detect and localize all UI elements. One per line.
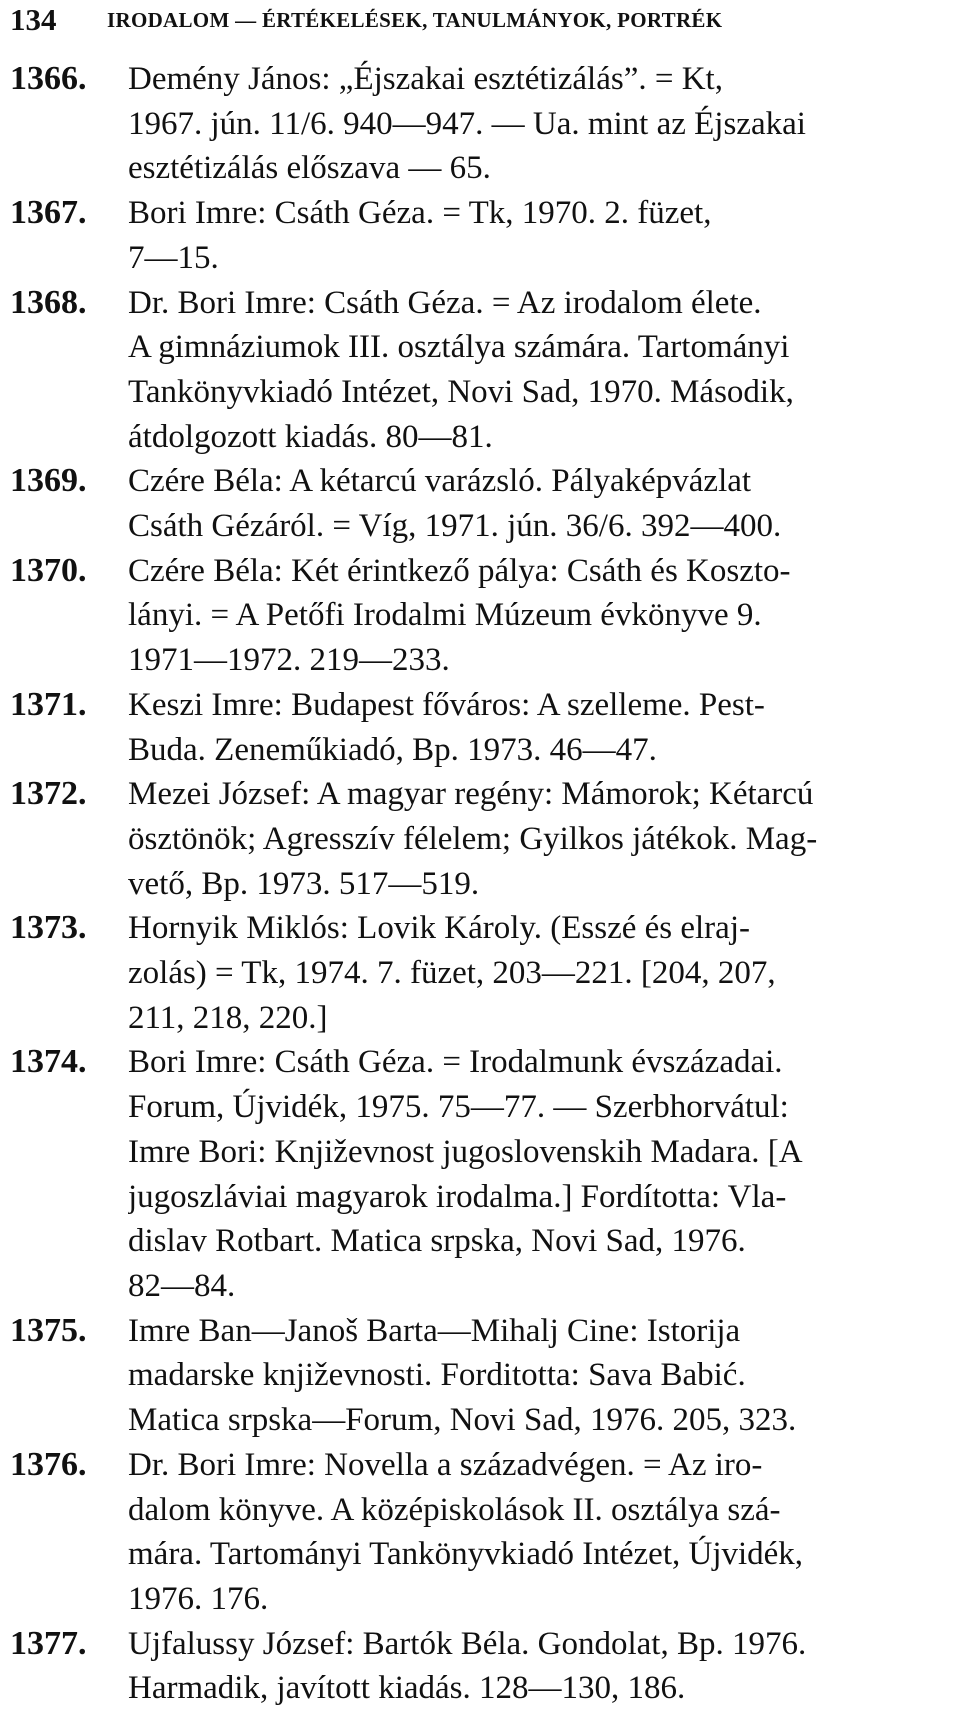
page-number: 134: [10, 2, 57, 37]
entry-line: 1976. 176.: [128, 1580, 269, 1617]
entry-number: 1368.: [10, 283, 87, 321]
entry-line: Ujfalussy József: Bartók Béla. Gondolat, Bp. 1976.: [128, 1625, 807, 1662]
bibliography-entry: [0, 459, 960, 548]
entry-text: [128, 191, 950, 280]
bibliography-list: [0, 57, 960, 1711]
entry-text: [128, 683, 950, 772]
entry-line: Hornyik Miklós: Lovik Károly. (Esszé és elraj-: [128, 910, 750, 947]
bibliography-entry: [0, 57, 960, 191]
bibliography-entry: [0, 549, 960, 683]
bibliography-entry: [0, 1443, 960, 1622]
bibliography-entry: [0, 772, 960, 906]
entry-line: Dr. Bori Imre: Csáth Géza. = Az irodalom élete.: [128, 284, 762, 321]
entry-line: zolás) = Tk, 1974. 7. füzet, 203—221. [204, 207,: [128, 955, 776, 992]
page-header: [10, 0, 955, 40]
entry-line: Imre Bori: Književnost jugoslovenskih Madara. [A: [128, 1133, 803, 1170]
bibliography-entry: [0, 191, 960, 280]
entry-line: Bori Imre: Csáth Géza. = Tk, 1970. 2. füzet,: [128, 195, 712, 232]
entry-line: jugoszláviai magyarok irodalma.] Fordította: Vla-: [128, 1178, 787, 1215]
entry-line: esztétizálás előszava — 65.: [128, 150, 491, 187]
entry-line: Csáth Gézáról. = Víg, 1971. jún. 36/6. 392—400.: [128, 508, 782, 545]
entry-line: Harmadik, javított kiadás. 128—130, 186.: [128, 1670, 686, 1707]
entry-number: 1376.: [10, 1445, 87, 1483]
entry-line: lányi. = A Petőfi Irodalmi Múzeum évkönyve 9.: [128, 597, 762, 634]
entry-line: átdolgozott kiadás. 80—81.: [128, 418, 493, 455]
entry-line: 1971—1972. 219—233.: [128, 642, 450, 679]
bibliography-entry: [0, 1040, 960, 1308]
entry-text: [128, 549, 950, 683]
entry-line: 82—84.: [128, 1267, 236, 1304]
bibliography-entry: [0, 1309, 960, 1443]
entry-line: Czére Béla: A kétarcú varázsló. Pályaképvázlat: [128, 463, 752, 500]
entry-line: Buda. Zeneműkiadó, Bp. 1973. 46—47.: [128, 731, 657, 768]
entry-line: Mezei József: A magyar regény: Mámorok; Kétarcú: [128, 776, 814, 813]
entry-number: 1377.: [10, 1624, 87, 1662]
entry-text: [128, 281, 950, 460]
entry-line: Matica srpska—Forum, Novi Sad, 1976. 205, 323.: [128, 1402, 797, 1439]
entry-line: 1967. jún. 11/6. 940—947. — Ua. mint az Éjszakai: [128, 105, 806, 142]
entry-number: 1367.: [10, 194, 87, 232]
entry-line: Imre Ban—Janoš Barta—Mihalj Cine: Istorija: [128, 1312, 741, 1349]
bibliography-entry: [0, 1622, 960, 1711]
entry-line: dislav Rotbart. Matica srpska, Novi Sad, 1976.: [128, 1223, 746, 1260]
entry-line: A gimnáziumok III. osztálya számára. Tartományi: [128, 329, 790, 366]
entry-line: Dr. Bori Imre: Novella a századvégen. = Az iro-: [128, 1446, 763, 1483]
entry-line: dalom könyve. A középiskolások II. osztálya szá-: [128, 1491, 781, 1528]
entry-line: Keszi Imre: Budapest főváros: A szelleme. Pest-: [128, 686, 765, 723]
entry-text: [128, 57, 950, 191]
entry-text: [128, 772, 950, 906]
entry-line: Czére Béla: Két érintkező pálya: Csáth és Koszto-: [128, 552, 791, 589]
bibliography-entry: [0, 281, 960, 460]
entry-line: Tankönyvkiadó Intézet, Novi Sad, 1970. Második,: [128, 373, 794, 410]
entry-line: vető, Bp. 1973. 517—519.: [128, 865, 480, 902]
entry-number: 1370.: [10, 551, 87, 589]
entry-line: ösztönök; Agresszív félelem; Gyilkos játékok. Mag-: [128, 820, 818, 857]
entry-line: mára. Tartományi Tankönyvkiadó Intézet, Újvidék,: [128, 1536, 804, 1573]
running-title: IRODALOM — ÉRTÉKELÉSEK, TANULMÁNYOK, PORTRÉK: [107, 8, 723, 32]
entry-number: 1369.: [10, 462, 87, 500]
entry-text: [128, 459, 950, 548]
entry-number: 1372.: [10, 775, 87, 813]
entry-line: Bori Imre: Csáth Géza. = Irodalmunk évszázadai.: [128, 1044, 783, 1081]
entry-text: [128, 1443, 950, 1622]
entry-text: [128, 906, 950, 1040]
entry-text: [128, 1309, 950, 1443]
bibliography-entry: [0, 906, 960, 1040]
entry-text: [128, 1040, 950, 1308]
entry-text: [128, 1622, 950, 1711]
entry-number: 1374.: [10, 1043, 87, 1081]
entry-line: 211, 218, 220.]: [128, 999, 328, 1036]
entry-number: 1373.: [10, 909, 87, 947]
entry-line: 7—15.: [128, 239, 219, 276]
entry-line: Forum, Újvidék, 1975. 75—77. — Szerbhorvátul:: [128, 1089, 789, 1126]
entry-number: 1371.: [10, 685, 87, 723]
entry-line: madarske književnosti. Forditotta: Sava Babić.: [128, 1357, 746, 1394]
bibliography-entry: [0, 683, 960, 772]
entry-number: 1375.: [10, 1311, 87, 1349]
entry-number: 1366.: [10, 60, 87, 97]
entry-line: Demény János: „Éjszakai esztétizálás”. = Kt,: [128, 61, 723, 97]
